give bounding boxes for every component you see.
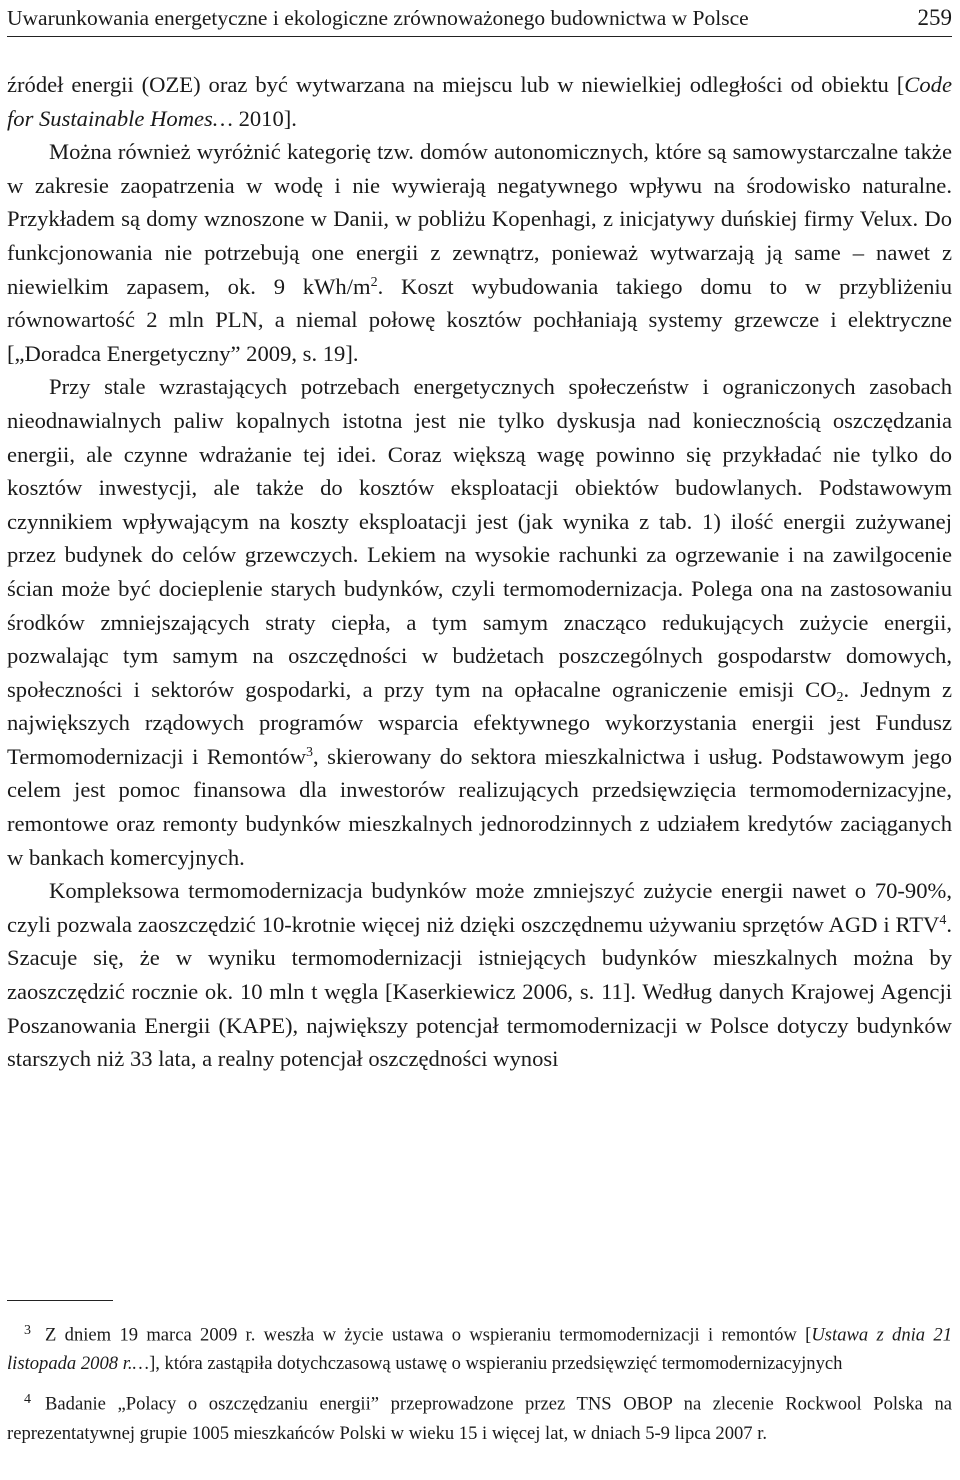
- paragraph-2: [7, 135, 952, 370]
- paragraph-text: Kompleksowa termomodernizacja budynków może zmniejszyć zużycie energii nawet o 70-90%, czyli pozwala zaoszczędzić 10-krotnie więcej niż dzięki oszczędnemu używaniu sprzętów AGD i RTV: [7, 878, 952, 937]
- footnote-citation-italic: Ustawa z dnia 21 listopada 2008 r.…: [7, 1324, 952, 1375]
- paragraph-text: . Jednym z największych rządowych programów wsparcia efektywnego wykorzystania energii jest Fundusz Termomodernizacji i Remontów: [7, 676, 952, 769]
- footnote-text: ], która zastąpiła dotychczasową ustawę o wspieraniu przedsięwzięć termomodernizacyjnych: [149, 1353, 843, 1375]
- paragraph-4: [7, 874, 952, 1076]
- body-text: [7, 68, 952, 1076]
- paragraph-text: 2010].: [232, 105, 297, 131]
- running-header: [7, 0, 952, 37]
- footnotes: [7, 1316, 952, 1455]
- subscript: 2: [836, 689, 844, 705]
- paragraph-text: . Szacuje się, że w wyniku termomodernizacji istniejących budynków mieszkalnych można by zaoszczędzić rocznie ok. 10 mln t węgla [Kaserkiewicz 2006, s. 11]. Według danych Krajowej Agencji Poszanowania Energii (KAPE), największy potencjał termomodernizacji w Polsce dotyczy budynków starszych niż 33 lata, a realny potencjał oszczędności wynosi: [7, 911, 952, 1072]
- superscript: 2: [370, 274, 378, 290]
- footnote-3: [7, 1316, 952, 1378]
- footnote-4: [7, 1385, 952, 1447]
- footnote-number: 3: [24, 1323, 31, 1338]
- footnote-text: Z dniem 19 marca 2009 r. weszła w życie ustawa o wspieraniu termomodernizacji i remontów [: [45, 1324, 812, 1346]
- running-title: Uwarunkowania energetyczne i ekologiczne zrównoważonego budownictwa w Polsce: [7, 5, 749, 30]
- citation-italic: Code for Sustainable Homes…: [7, 72, 952, 131]
- paragraph-text: źródeł energii (OZE) oraz być wytwarzana na miejscu lub w niewielkiej odległości od obiektu [: [7, 72, 905, 97]
- paragraph-1: [7, 68, 952, 135]
- footnote-ref[interactable]: 3: [306, 745, 314, 761]
- paragraph-text: Przy stale wzrastających potrzebach energetycznych społeczeństw i ograniczonych zasobach nieodnawialnych paliw kopalnych istotna jest nie tylko dyskusja nad koniecznością oszczędzania energii, ale czynne wdrażanie tej idei. Coraz większą wagę powinno się przykładać nie tylko do kosztów inwestycji, ale także do kosztów eksploatacji obiektów budowlanych. Podstawowym czynnikiem wpływającym na koszty eksploatacji jest (jak wynika z tab. 1) ilość energii zużywanej przez budynek do celów grzewczych. Lekiem na wysokie rachunki za ogrzewanie i na zawilgocenie ścian może być docieplenie starych budynków, czyli termomodernizacja. Polega ona na zastosowaniu środków zmniejszających straty ciepła, a tym samym znacząco redukujących zużycie energii, pozwalając tym samym na oszczędności w budżetach poszczególnych gospodarstw domowych, społeczności i sektorów gospodarki, a przy tym na opłacalne ograniczenie emisji CO: [7, 374, 952, 702]
- page-number: 259: [917, 5, 952, 30]
- paragraph-3: [7, 370, 952, 874]
- paragraph-text: . Koszt wybudowania takiego domu to w przybliżeniu równowartość 2 mln PLN, a niemal połowę kosztów pochłaniają systemy grzewcze i elektryczne [„Doradca Energetyczny” 2009, s. 19].: [7, 273, 952, 366]
- footnote-number: 4: [24, 1392, 31, 1408]
- footnote-ref[interactable]: 4: [939, 913, 947, 929]
- footnote-text: Badanie „Polacy o oszczędzaniu energii” przeprowadzone przez TNS OBOP na zlecenie Rockwool Polska na reprezentatywnej grupie 1005 mieszkańców Polski w wieku 15 i więcej lat, w dniach 5-9 lipca 2007 r.: [7, 1393, 952, 1444]
- paragraph-text: Można również wyróżnić kategorię tzw. domów autonomicznych, które są samowystarczalne także w zakresie zaopatrzenia w wodę i nie wywierają negatywnego wpływu na środowisko naturalne. Przykładem są domy wznoszone w Danii, w pobliżu Kopenhagi, z inicjatywy duńskiej firmy Velux. Do funkcjonowania nie potrzebują one energii z zewnątrz, ponieważ wytwarzają ją same – nawet z niewielkim zapasem, ok. 9 kWh/m: [7, 139, 952, 299]
- footnote-divider: [7, 1300, 113, 1301]
- paragraph-text: , skierowany do sektora mieszkalnictwa i usług. Podstawowym jego celem jest pomoc finansowa dla inwestorów realizujących przedsięwzięcia termomodernizacyjne, remontowe oraz remonty budynków mieszkalnych jednorodzinnych z udziałem kredytów zaciąganych w bankach komercyjnych.: [7, 743, 953, 870]
